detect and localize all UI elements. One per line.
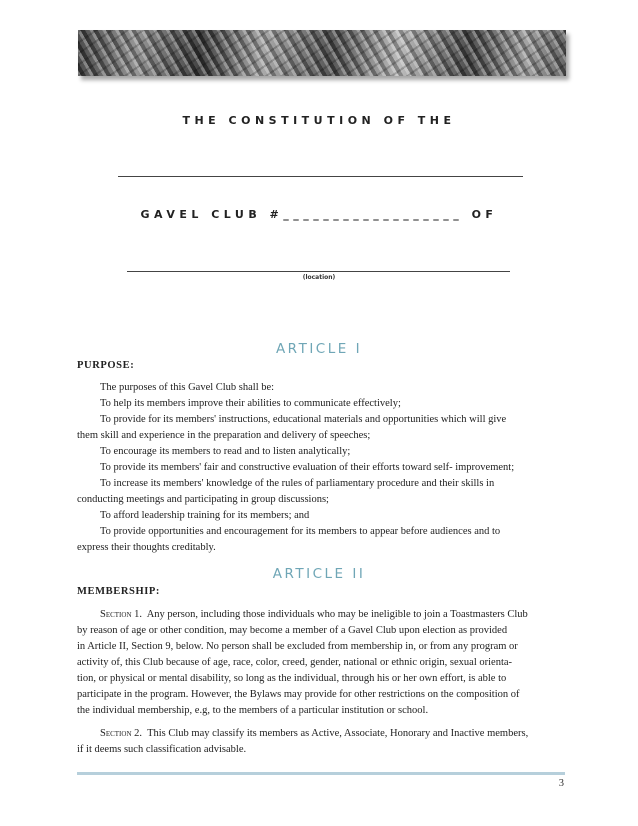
purpose-line: conducting meetings and participating in group discussions; [77, 494, 329, 505]
purpose-line: To afford leadership training for its members; and [100, 510, 310, 521]
membership-heading: MEMBERSHIP: [77, 586, 161, 597]
footer-rule [77, 772, 565, 775]
purpose-line: To help its members improve their abilities to communicate effectively; [100, 398, 401, 409]
membership-section-1-line: the individual membership, e.g, to the members of a particular institution or school. [77, 705, 429, 716]
membership-section-1-line: participate in the program. However, the Bylaws may provide for other restrictions on the composition of [77, 689, 520, 700]
section-1-label: Section 1. [100, 609, 143, 620]
section-2-text: This Club may classify its members as Active, Associate, Honorary and Inactive members, [147, 728, 529, 739]
purpose-line: them skill and experience in the preparation and delivery of speeches; [77, 430, 371, 441]
document-title: THE CONSTITUTION OF THE [182, 114, 456, 127]
purpose-line: To encourage its members to read and to listen analytically; [100, 446, 351, 457]
purpose-line: To provide its members' fair and constructive evaluation of their efforts toward self- improvement; [100, 462, 515, 473]
membership-section-1-line [100, 607, 585, 623]
club-name-blank-line [118, 176, 523, 177]
location-label: (location) [302, 274, 336, 281]
purpose-line: express their thoughts creditably. [77, 542, 216, 553]
membership-section-2-line: if it deems such classification advisable. [77, 744, 247, 755]
purpose-line: To provide opportunities and encouragement for its members to appear before audiences and to [100, 526, 501, 537]
article-1-heading: ARTICLE I [275, 341, 363, 357]
gavel-club-number-title: GAVEL CLUB #__________________ OF [140, 208, 498, 221]
article-2-heading: ARTICLE II [272, 566, 366, 582]
purpose-line: The purposes of this Gavel Club shall be: [100, 382, 275, 393]
section-2-label: Section 2. [100, 728, 143, 739]
membership-section-1-line: tion, or physical or mental disability, so long as the individual, through his or her own effort, is able to [77, 673, 507, 684]
purpose-line: To provide for its members' instructions, educational materials and opportunities which will give [100, 414, 507, 425]
location-blank-line [127, 271, 510, 272]
decorative-banner [78, 30, 566, 76]
membership-section-1-line: in Article II, Section 9, below. No person shall be excluded from membership in, or from any program or [77, 641, 518, 652]
page-number: 3 [558, 778, 564, 789]
membership-section-2-line [100, 726, 585, 742]
membership-section-1-line: by reason of age or other condition, may become a member of a Gavel Club upon election as provided [77, 625, 508, 636]
membership-section-1-line: activity of, this Club because of age, race, color, creed, gender, national or ethnic origin, sexual orienta- [77, 657, 513, 668]
purpose-heading: PURPOSE: [77, 360, 135, 371]
section-1-text: Any person, including those individuals who may be ineligible to join a Toastmasters Club [146, 609, 528, 620]
purpose-line: To increase its members' knowledge of the rules of parliamentary procedure and their skills in [100, 478, 495, 489]
